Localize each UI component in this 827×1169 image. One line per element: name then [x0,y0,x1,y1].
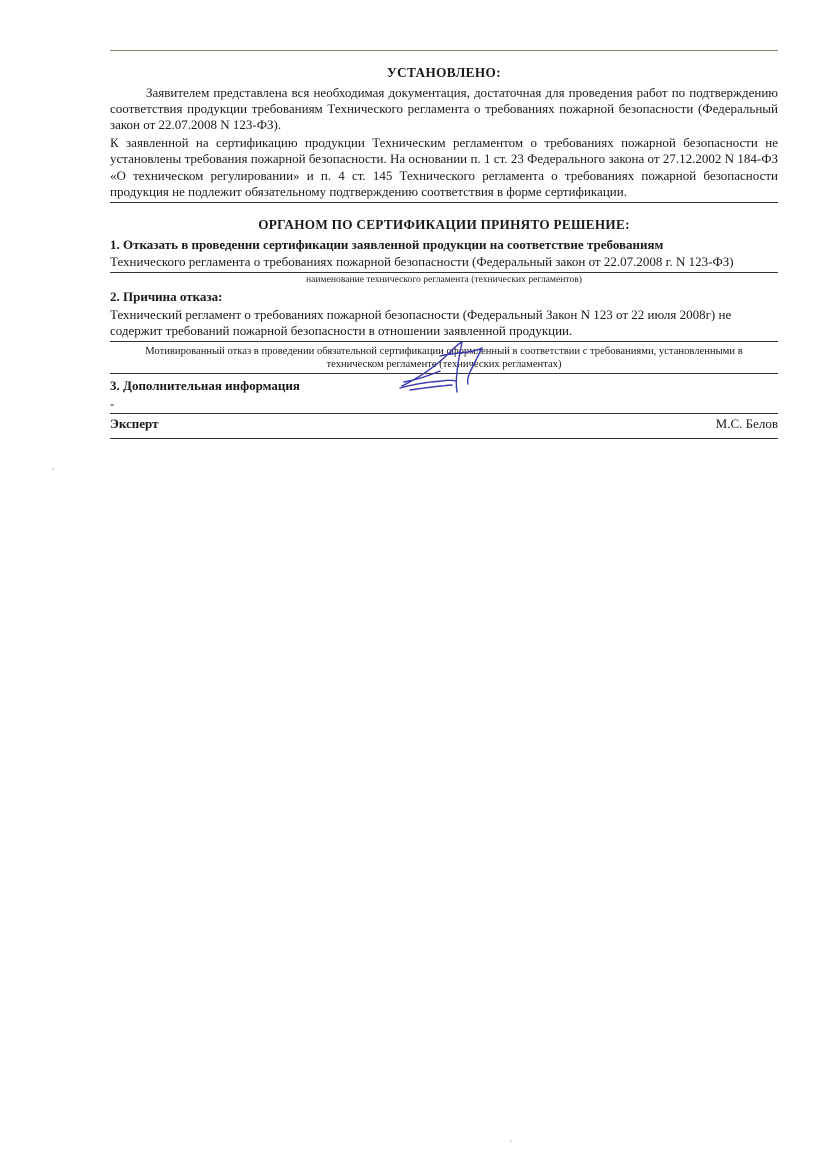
decision-item-3-value: - [110,395,115,411]
document-body [110,50,778,439]
item-2-underline [110,341,778,342]
established-paragraph-2: К заявленной на сертификацию продукции Техническим регламентом о требованиях пожарной безопасности не установлены требования пожарной безопасности. На основании п. 1 ст. 23 Федерального закона от 27.12.2002 N 184-ФЗ «О техническом регулировании» и п. 4 ст. 145 Технического регламента о требованиях пожарной безопасности продукция не подлежит обязательному подтверждению соответствия в форме сертификации. [110,135,778,199]
decision-item-3-title: 3. Дополнительная информация [110,378,300,394]
decision-item-1-value: Технического регламента о требованиях пожарной безопасности (Федеральный закон от 22.07.2008 г. N 123-ФЗ) [110,254,734,270]
decision-heading: ОРГАНОМ ПО СЕРТИФИКАЦИИ ПРИНЯТО РЕШЕНИЕ: [258,216,630,232]
decision-item-1-title: 1. Отказать в проведенни сертификации заявленной продукции на соответствие требованиям [110,236,664,252]
scan-artifact-dot [52,468,54,470]
decision-item-2-note: Мотивированный отказ в проведении обязательной сертификации оформленный в соответствии с требованиями, установленными в техническом регламенте (технических регламентах) [145,346,743,371]
item-1-underline [110,272,778,273]
scan-artifact-dot [510,1140,512,1142]
decision-item-2-title: 2. Причина отказа: [110,289,223,305]
item-3-underline [110,413,778,414]
decision-item-1-caption: наименование технического регламента (технических регламентов) [306,274,582,286]
section-divider [110,202,778,203]
established-paragraph-1: Заявителем представлена вся необходимая документация, достаточная для проведения работ по подтверждению соответствия продукции требованиям Технического регламента о требованиях пожарной безопасности (Федеральный закон от 22.07.2008 N 123-ФЗ). [110,85,778,133]
expert-name-label: М.С. Белов [715,416,778,432]
top-divider [110,50,778,51]
expert-role-label: Эксперт [110,416,159,432]
signature-underline [110,438,778,439]
signature-row [110,416,778,436]
item-2-note-underline [110,373,778,374]
decision-item-2-value: Технический регламент о требованиях пожарной безопасности (Федеральный Закон N 123 от 22 июля 2008г) не содержит требований пожарной безопасности в отношении заявленной продукции. [110,306,732,338]
established-heading: УСТАНОВЛЕНО: [386,65,501,80]
